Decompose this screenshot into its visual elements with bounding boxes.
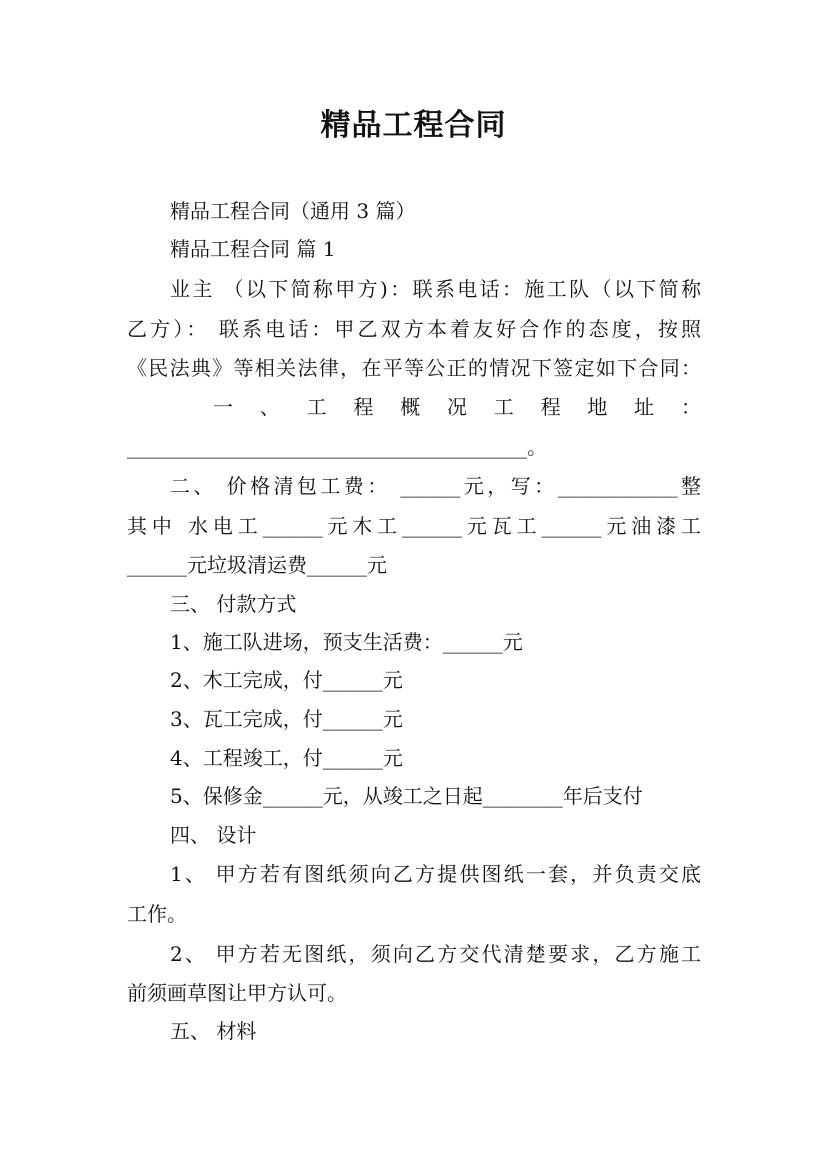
paragraph-line: 前须画草图让甲方认可。 [127, 981, 347, 1005]
address-heading-char: 况 [446, 395, 467, 419]
address-heading-char: 工 [493, 395, 514, 419]
section-heading: 四、 设计 [170, 823, 257, 847]
paragraph-line: 《民法典》等相关法律，在平等公正的情况下签定如下合同： [127, 356, 701, 380]
address-heading-char: 址 [634, 395, 655, 419]
address-heading-char: 、 [259, 395, 280, 419]
paragraph-line: 工作。 [127, 902, 187, 926]
paragraph-line: 乙方）： 联系电话：甲乙双方本着友好合作的态度，按照 [127, 317, 701, 341]
list-item: 4、工程竣工，付______元 [170, 746, 403, 770]
price-breakdown-line: 其中 水电工______元木工______元瓦工______元油漆工 [127, 514, 701, 538]
section-heading: 精品工程合同 篇 1 [170, 237, 336, 261]
list-item: 3、瓦工完成，付______元 [170, 707, 403, 731]
project-address-text [213, 394, 701, 420]
address-heading-char: 程 [353, 395, 374, 419]
address-heading-char: 概 [400, 395, 421, 419]
list-item: 2、木工完成，付______元 [170, 668, 403, 692]
list-item: 1、 甲方若有图纸须向乙方提供图纸一套，并负责交底 [170, 862, 701, 886]
section-heading: 五、 材料 [170, 1019, 257, 1043]
address-heading-char: ： [680, 395, 701, 419]
subtitle-line: 精品工程合同（通用 3 篇） [170, 199, 416, 223]
address-heading-char: 程 [540, 395, 561, 419]
list-item: 2、 甲方若无图纸，须向乙方交代清楚要求，乙方施工 [170, 942, 701, 966]
address-heading-char: 一 [213, 395, 233, 419]
document-title: 精品工程合同 [320, 108, 507, 143]
price-line: 二、 价格清包工费： ______元，写：____________整 [170, 474, 701, 498]
paragraph-line: 业主 （以下简称甲方)：联系电话：施工队（以下简称 [170, 277, 701, 301]
address-heading-char: 地 [587, 395, 608, 419]
price-breakdown-line: ______元垃圾清运费______元 [127, 553, 387, 577]
address-blank-line: ________________________________________。 [127, 435, 547, 459]
address-heading-char: 工 [306, 395, 327, 419]
list-item: 5、保修金______元，从竣工之日起________年后支付 [170, 784, 643, 808]
project-address-line [213, 394, 701, 420]
section-heading: 三、 付款方式 [170, 592, 297, 616]
list-item: 1、施工队进场，预支生活费：______元 [170, 630, 523, 654]
